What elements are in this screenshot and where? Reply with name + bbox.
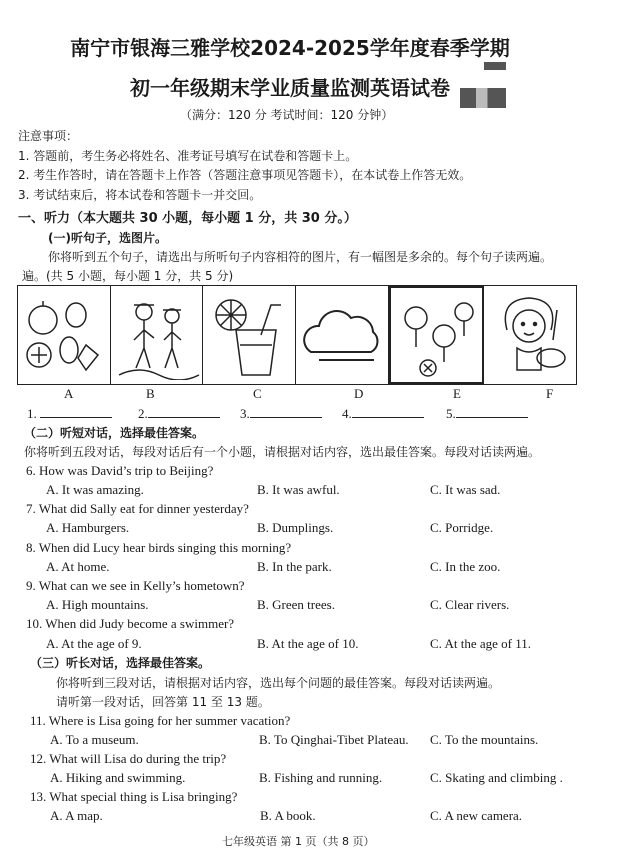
picture-a <box>18 286 111 384</box>
football-kids-icon <box>394 290 480 380</box>
option-c[interactable]: C. It was sad. <box>430 482 501 497</box>
question-text: 11. Where is Lisa going for her summer vacation? <box>30 713 291 728</box>
title-line-2: 初一年级期末学业质量监测英语试卷 <box>130 76 450 100</box>
note-item: 2. 考生作答时，请在答题卡上作答（答题注意事项见答题卡），在本试卷上作答无效。 <box>18 168 472 182</box>
option-b[interactable]: B. In the park. <box>257 559 332 574</box>
option-c[interactable]: C. In the zoo. <box>430 559 501 574</box>
blank-number: 1. <box>27 406 37 421</box>
hiking-kids-icon <box>114 290 200 380</box>
option-a[interactable]: A. To a museum. <box>50 732 139 747</box>
option-c[interactable]: C. Skating and climbing . <box>430 770 563 785</box>
note-item: 1. 答题前，考生务必将姓名、准考证号填写在试卷和答题卡上。 <box>18 149 358 163</box>
picture-label-a: A <box>64 386 74 401</box>
answer-blank-1[interactable] <box>27 405 112 422</box>
option-c[interactable]: C. Clear rivers. <box>430 597 510 612</box>
option-a[interactable]: A. Hiking and swimming. <box>50 770 186 785</box>
part2-instruction: 你将听到五段对话，每段对话后有一个小题，请根据对话内容，选出最佳答案。每段对话读两遍。 <box>24 445 541 459</box>
part1-instruction-cont: 遍。(共 5 小题，每小题 1 分，共 5 分) <box>22 269 234 283</box>
option-b[interactable]: B. Green trees. <box>257 597 335 612</box>
notes-heading: 注意事项： <box>18 129 79 143</box>
note-item: 3. 考试结束后，将本试卷和答题卡一并交回。 <box>18 188 262 202</box>
question-text: 7. What did Sally eat for dinner yesterday? <box>26 501 249 516</box>
fruits-icon <box>21 290 107 380</box>
option-a[interactable]: A. At the age of 9. <box>46 636 142 651</box>
picture-row <box>17 285 577 385</box>
option-a[interactable]: A. At home. <box>46 559 110 574</box>
answer-blank-2[interactable] <box>138 405 220 422</box>
part3-title: （三）听长对话，选择最佳答案。 <box>30 656 211 670</box>
option-c[interactable]: C. A new camera. <box>430 808 523 823</box>
blank-line[interactable] <box>148 405 220 418</box>
picture-c <box>203 286 296 384</box>
picture-label-e: E <box>453 386 461 401</box>
blank-number: 3. <box>240 406 250 421</box>
question-text: 8. When did Lucy hear birds singing this morning? <box>26 540 292 555</box>
picture-d <box>296 286 389 384</box>
option-b[interactable]: B. Dumplings. <box>257 520 334 535</box>
girl-painting-icon <box>487 290 573 380</box>
option-c[interactable]: C. To the mountains. <box>430 732 539 747</box>
blank-line[interactable] <box>40 405 112 418</box>
option-b[interactable]: B. A book. <box>260 808 316 823</box>
scan-mark <box>484 62 506 70</box>
picture-e <box>389 286 485 384</box>
part3-sub-instruction: 请听第一段对话，回答第 11 至 13 题。 <box>56 695 270 709</box>
question-text: 9. What can we see in Kelly’s hometown? <box>26 578 245 593</box>
lemonade-icon <box>206 290 292 380</box>
cloud-icon <box>299 290 385 380</box>
option-a[interactable]: A. Hamburgers. <box>46 520 130 535</box>
option-a[interactable]: A. It was amazing. <box>46 482 144 497</box>
option-c[interactable]: C. Porridge. <box>430 520 494 535</box>
page-footer: 七年级英语 第 1 页（共 8 页） <box>222 835 375 848</box>
blank-line[interactable] <box>352 405 424 418</box>
question-text: 6. How was David’s trip to Beijing? <box>26 463 214 478</box>
option-b[interactable]: B. At the age of 10. <box>257 636 359 651</box>
picture-b <box>111 286 204 384</box>
question-text: 10. When did Judy become a swimmer? <box>26 616 235 631</box>
picture-label-f: F <box>546 386 554 401</box>
blank-number: 2. <box>138 406 148 421</box>
picture-label-d: D <box>354 386 364 401</box>
question-text: 12. What will Lisa do during the trip? <box>30 751 227 766</box>
blank-number: 4. <box>342 406 352 421</box>
answer-blank-5[interactable] <box>446 405 528 422</box>
blank-line[interactable] <box>250 405 322 418</box>
option-a[interactable]: A. A map. <box>50 808 103 823</box>
section-title: 一、听力（本大题共 30 小题，每小题 1 分，共 30 分。） <box>18 211 357 226</box>
option-b[interactable]: B. Fishing and running. <box>259 770 383 785</box>
picture-label-c: C <box>253 386 262 401</box>
option-b[interactable]: B. To Qinghai-Tibet Plateau. <box>259 732 409 747</box>
answer-blank-3[interactable] <box>240 405 322 422</box>
part3-instruction: 你将听到三段对话，请根据对话内容，选出每个问题的最佳答案。每段对话读两遍。 <box>56 676 501 690</box>
option-a[interactable]: A. High mountains. <box>46 597 149 612</box>
option-b[interactable]: B. It was awful. <box>257 482 340 497</box>
blank-line[interactable] <box>456 405 528 418</box>
question-text: 13. What special thing is Lisa bringing? <box>30 789 238 804</box>
picture-label-b: B <box>146 386 155 401</box>
option-c[interactable]: C. At the age of 11. <box>430 636 531 651</box>
answer-blank-4[interactable] <box>342 405 424 422</box>
blank-number: 5. <box>446 406 456 421</box>
picture-f <box>484 286 576 384</box>
score-info: （满分：120 分 考试时间：120 分钟） <box>180 108 394 122</box>
part1-instruction: 你将听到五个句子，请选出与所听句子内容相符的图片，有一幅图是多余的。每个句子读两遍。 <box>48 250 553 264</box>
title-line-1: 南宁市银海三雅学校2024-2025学年度春季学期 <box>70 36 510 60</box>
part2-title: （二）听短对话，选择最佳答案。 <box>24 426 205 440</box>
part1-title: (一)听句子，选图片。 <box>48 231 167 245</box>
